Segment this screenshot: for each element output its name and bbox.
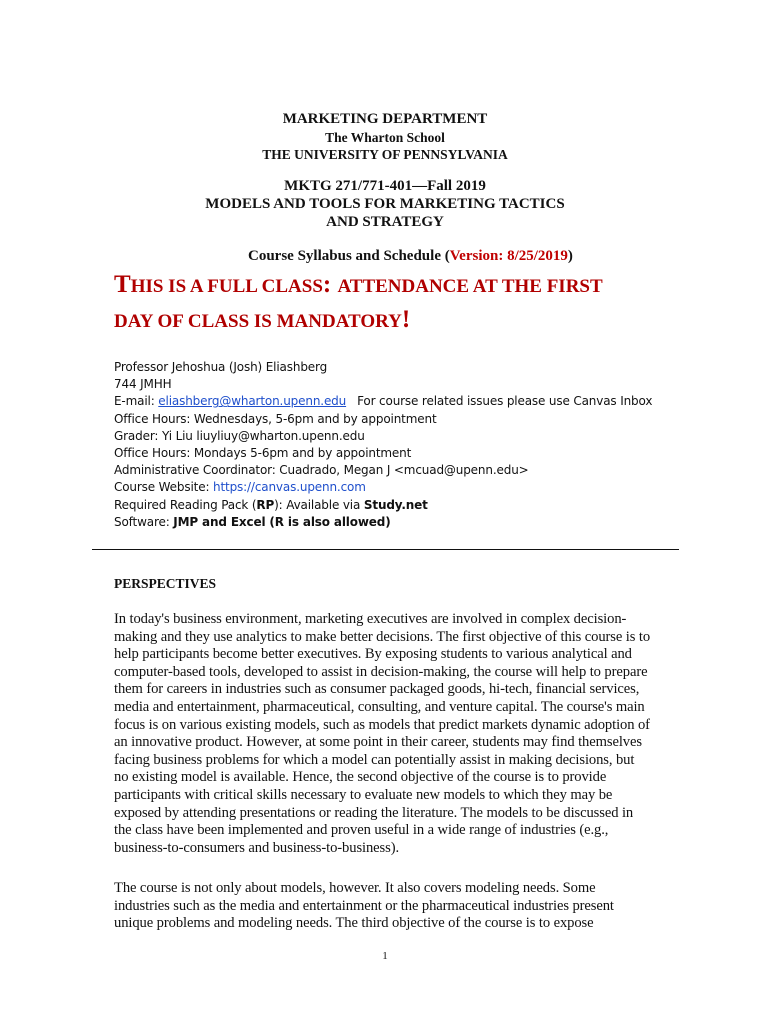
email-line: E-mail: eliashberg@wharton.upenn.edu For course related issues please use Canvas Inbox bbox=[114, 394, 653, 409]
paragraph-1: In today's business environment, marketing executives are involved in complex decision- making and they use analytics to make better decisions. The first objective of this course is to help participants become better executives. By exposing students to various analytical and computer-based tools, developed to assist in decision-making, the course will help to prepare them for careers in industries such as consumer packaged goods, hi-tech, financial services, media and entertainment, pharmaceutical, consulting, and venture capital. The course's main focus is on various existing models, such as models that predict markets dynamic adoption of an innovative product. However, at some point in their career, students may find themselves facing business problems for which a model can potentially assist in making decisions, but no existing model is available. Hence, the second objective of the course is to provide participants with critical skills necessary to evaluate new models to which they may be exposed by attending presentations or reading the literature. The models to be discussed in the class have been implemented and proven useful in a wide range of industries (e.g., business-to-consumers and business-to-business). bbox=[114, 611, 651, 856]
software-line: Software: JMP and Excel (R is also allowed) bbox=[114, 514, 391, 529]
version-label: Version: 8/25/2019 bbox=[449, 248, 568, 264]
attendance-banner bbox=[114, 268, 674, 338]
department-heading: MARKETING DEPARTMENT bbox=[282, 111, 488, 127]
professor-name: Professor Jehoshua (Josh) Eliashberg bbox=[114, 360, 328, 374]
paragraph-2: The course is not only about models, however. It also covers modeling needs. Some industries such as the media and entertainment or the pharmaceutical industries present unique problems and modeling needs. The third objective of the course is to expose bbox=[114, 880, 614, 932]
banner-line-2: DAY OF CLASS IS MANDATORY! bbox=[114, 306, 411, 333]
course-code: MKTG 271/771-401—Fall 2019 bbox=[284, 178, 486, 194]
page-number: 1 bbox=[382, 950, 388, 962]
university-name: THE UNIVERSITY OF PENNSYLVANIA bbox=[262, 147, 508, 162]
office-location: 744 JMHH bbox=[114, 377, 172, 392]
syllabus-label bbox=[248, 248, 573, 265]
website-line: Course Website: https://canvas.upenn.com bbox=[114, 480, 366, 495]
syllabus-close: ) bbox=[567, 248, 573, 264]
email-note: For course related issues please use Canvas Inbox bbox=[357, 394, 653, 409]
office-hours: Office Hours: Wednesdays, 5-6pm and by appointment bbox=[114, 411, 437, 426]
section-divider bbox=[92, 549, 679, 550]
grader-office-hours: Office Hours: Mondays 5-6pm and by appointment bbox=[114, 445, 412, 460]
reading-pack-line: Required Reading Pack (RP): Available via Study.net bbox=[114, 497, 428, 512]
contact-info bbox=[114, 359, 652, 531]
website-link[interactable]: https://canvas.upenn.com bbox=[213, 480, 366, 495]
course-title-line-2: AND STRATEGY bbox=[326, 214, 444, 230]
banner-line-1: THIS IS A FULL CLASS: ATTENDANCE AT THE FIRST bbox=[114, 271, 603, 298]
school-name: The Wharton School bbox=[325, 130, 445, 145]
email-link[interactable]: eliashberg@wharton.upenn.edu bbox=[158, 394, 347, 409]
grader-info: Grader: Yi Liu liuyliuy@wharton.upenn.edu bbox=[114, 428, 365, 443]
course-title-line-1: MODELS AND TOOLS FOR MARKETING TACTICS bbox=[205, 196, 565, 212]
coordinator-info: Administrative Coordinator: Cuadrado, Megan J <mcuad@upenn.edu> bbox=[114, 463, 529, 478]
syllabus-text: Course Syllabus and Schedule ( bbox=[248, 248, 450, 264]
section-heading: PERSPECTIVES bbox=[114, 576, 217, 591]
